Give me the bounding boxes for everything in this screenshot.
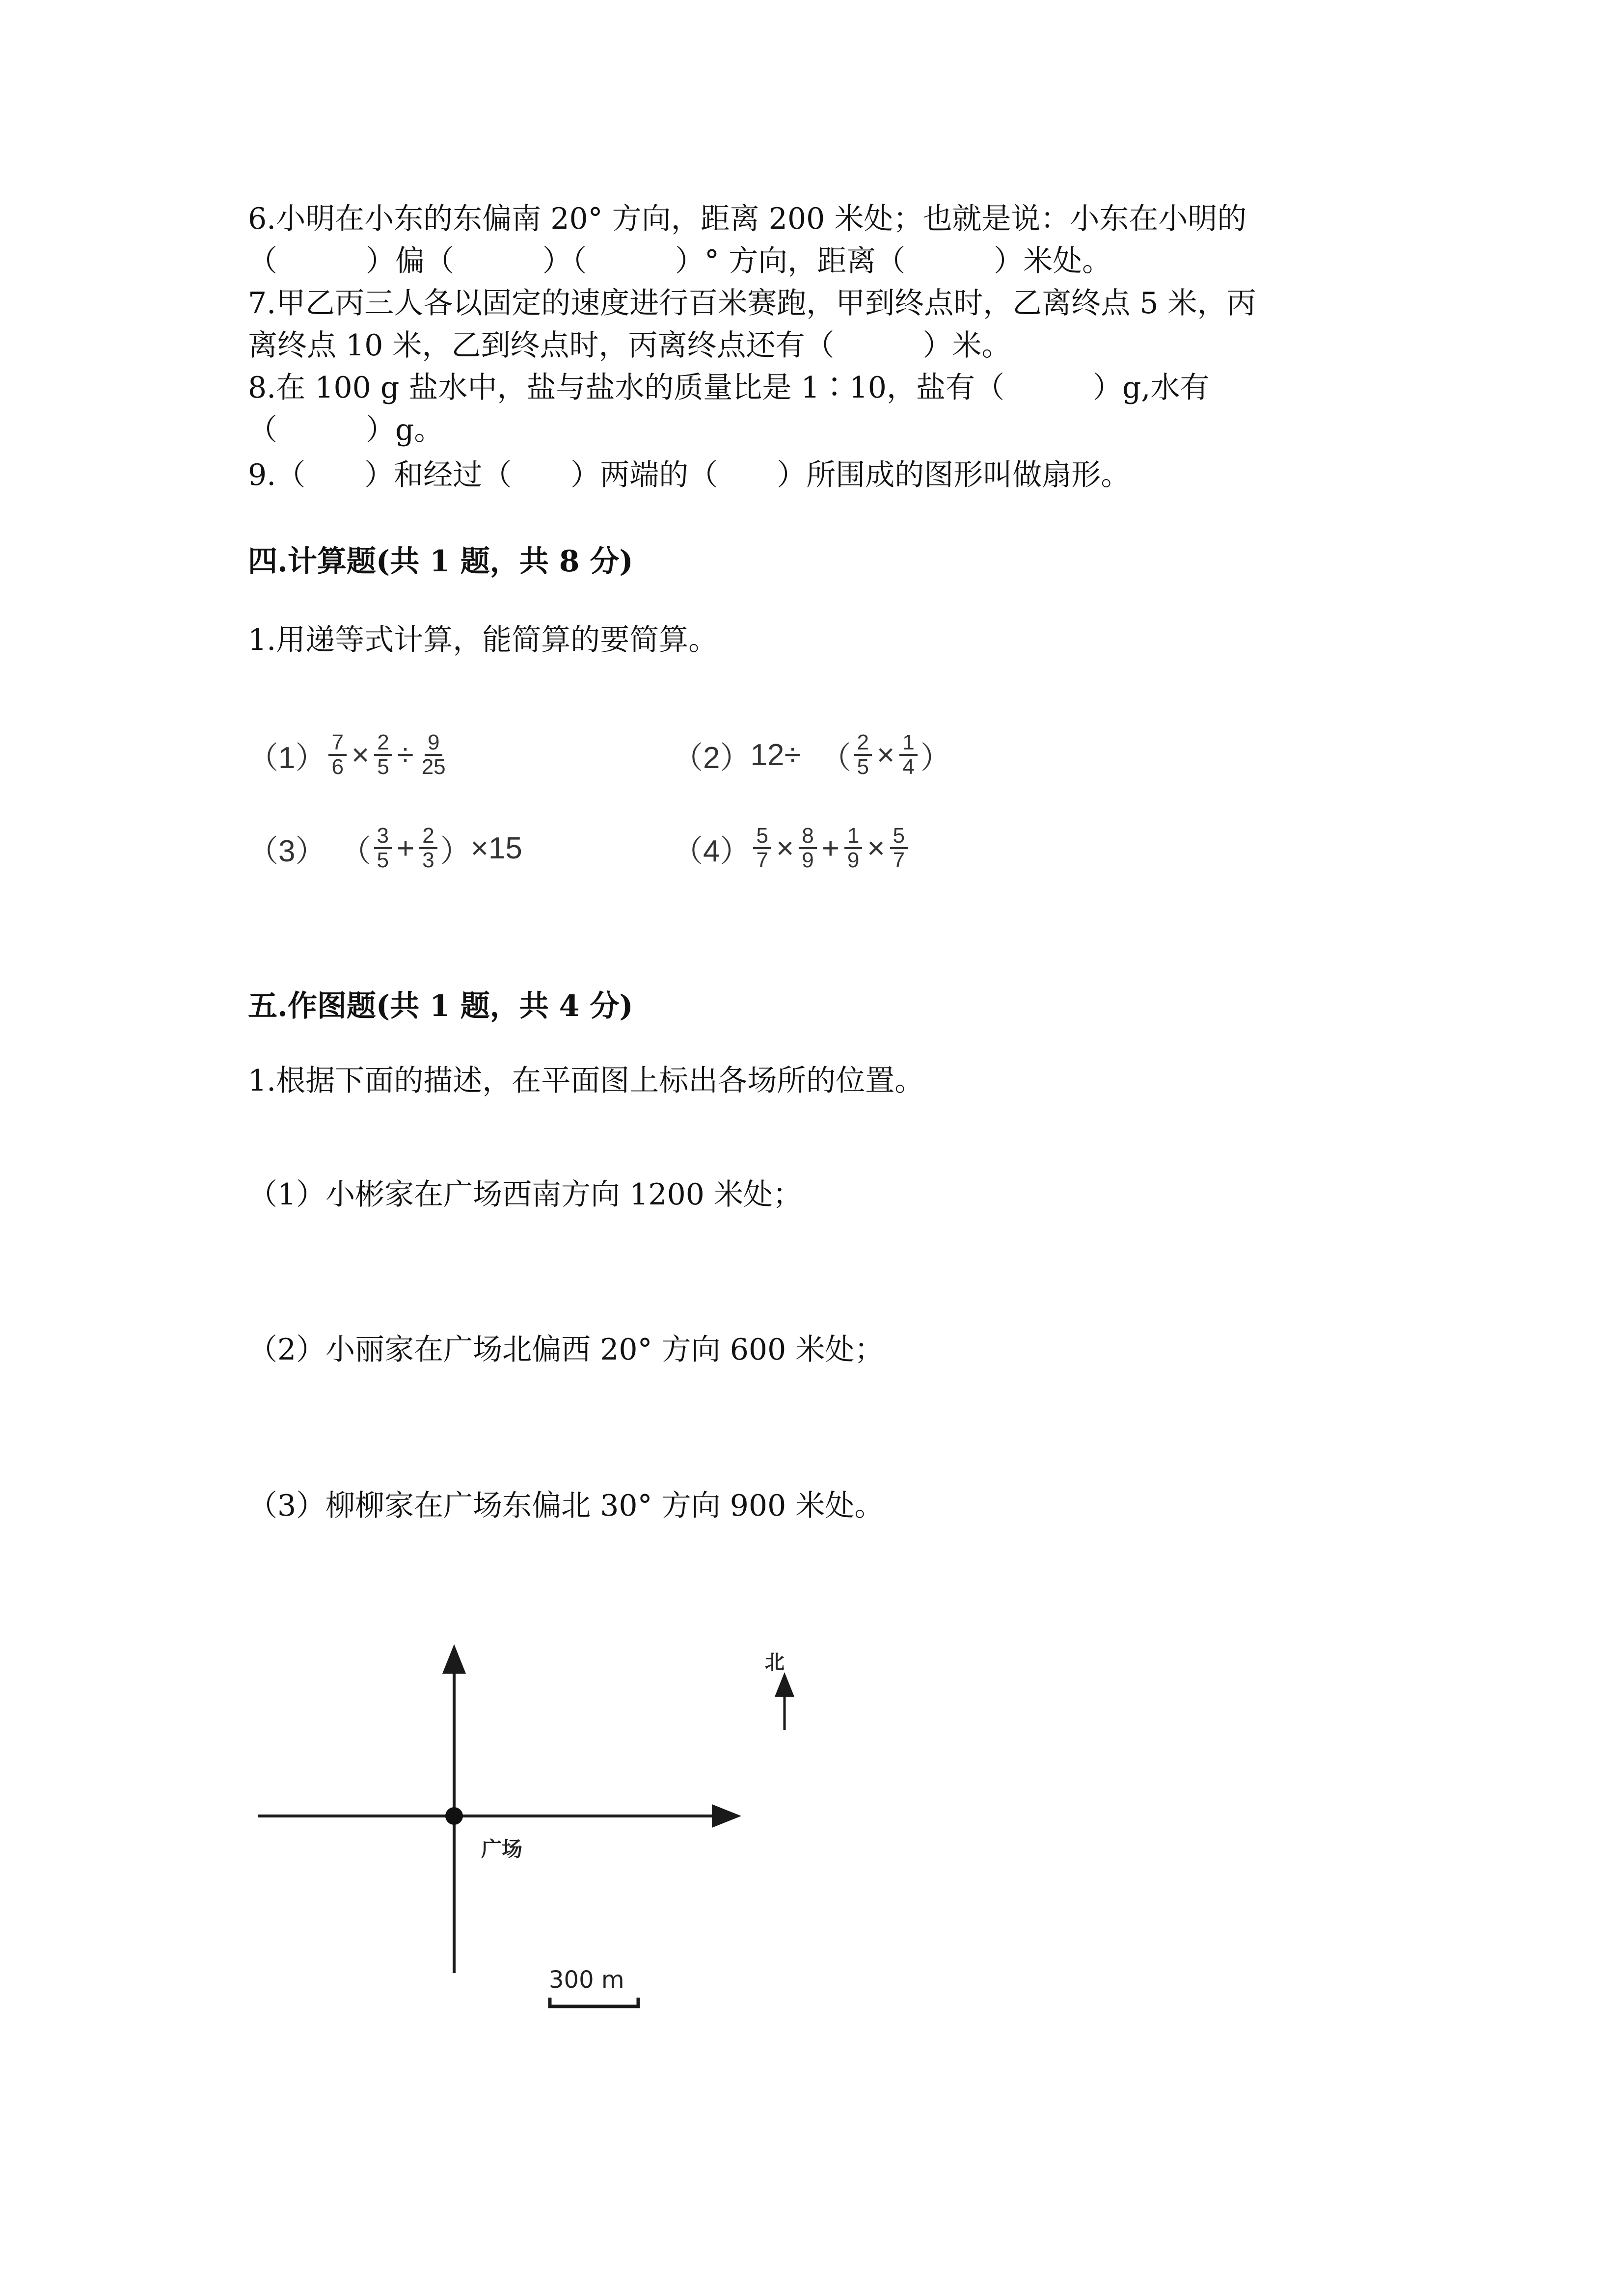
operator: × xyxy=(867,831,885,865)
q6-line2: （ ）偏（ ）（ ）° 方向，距离（ ）米处。 xyxy=(248,244,1112,278)
denominator: 5 xyxy=(377,848,389,873)
square-label: 广场 xyxy=(481,1837,523,1861)
q7-line2: 离终点 10 米，乙到终点时，丙离终点还有（ ）米。 xyxy=(248,328,1011,363)
numerator: 5 xyxy=(753,825,771,849)
numerator: 1 xyxy=(844,825,862,849)
denominator: 3 xyxy=(422,848,434,873)
left-paren: （ xyxy=(820,741,851,775)
section4-question: 1.用递等式计算，能简算的要简算。 xyxy=(248,623,718,657)
numerator: 2 xyxy=(854,731,872,756)
numerator: 1 xyxy=(899,731,917,756)
operator: ÷ xyxy=(397,738,414,772)
numerator: 8 xyxy=(799,825,816,849)
denominator: 9 xyxy=(847,848,860,873)
north-label: 北 xyxy=(765,1651,785,1674)
q6-line1: 6.小明在小东的东偏南 20° 方向，距离 200 米处；也就是说：小东在小明的 xyxy=(248,202,1247,236)
denominator: 5 xyxy=(857,755,869,779)
numerator: 9 xyxy=(425,731,442,756)
q8-line2: （ ）g。 xyxy=(248,413,444,447)
denominator: 25 xyxy=(421,755,446,779)
scale-bar xyxy=(550,1998,638,2006)
task-item-1: （1）小彬家在广场西南方向 1200 米处； xyxy=(248,1177,803,1212)
numerator: 7 xyxy=(328,731,346,756)
denominator: 7 xyxy=(756,848,768,873)
right-paren: ） xyxy=(440,834,471,868)
operator: × xyxy=(351,738,370,772)
numerator: 5 xyxy=(890,825,908,849)
q7-line1: 7.甲乙丙三人各以固定的速度进行百米赛跑，甲到终点时，乙离终点 5 米，丙 xyxy=(248,286,1256,320)
square-center-dot xyxy=(445,1807,463,1825)
numerator: 2 xyxy=(374,731,392,756)
expr-lead: 12÷ xyxy=(750,738,801,772)
denominator: 6 xyxy=(331,755,344,779)
operator: + xyxy=(821,831,839,865)
task-item-3: （3）柳柳家在广场东偏北 30° 方向 900 米处。 xyxy=(248,1489,884,1523)
numerator: 3 xyxy=(374,825,392,849)
right-paren: ） xyxy=(920,741,951,775)
expr-label: （3） xyxy=(248,834,326,868)
expr-label: （1） xyxy=(248,741,326,775)
section5-question: 1.根据下面的描述，在平面图上标出各场所的位置。 xyxy=(248,1064,924,1098)
left-paren: （ xyxy=(340,834,371,868)
section4-heading: 四.计算题(共 1 题，共 8 分) xyxy=(248,544,633,579)
operator: × xyxy=(776,831,794,865)
numerator: 2 xyxy=(419,825,437,849)
operator: + xyxy=(396,831,415,865)
section5-heading: 五.作图题(共 1 题，共 4 分) xyxy=(248,989,633,1023)
denominator: 9 xyxy=(802,848,814,873)
task-item-2: （2）小丽家在广场北偏西 20° 方向 600 米处； xyxy=(248,1333,884,1367)
q8-line1: 8.在 100 g 盐水中，盐与盐水的质量比是 1∶10，盐有（ ）g,水有 xyxy=(248,371,1210,405)
operator: × xyxy=(876,738,895,772)
denominator: 7 xyxy=(893,848,905,873)
q9-line1: 9.（ ）和经过（ ）两端的（ ）所围成的图形叫做扇形。 xyxy=(248,458,1131,492)
denominator: 5 xyxy=(377,755,389,779)
expr-label: （2） xyxy=(673,741,751,775)
scale-label: 300 m xyxy=(549,1966,624,1994)
denominator: 4 xyxy=(902,755,915,779)
expr-tail: ×15 xyxy=(470,831,522,865)
expr-label: （4） xyxy=(673,834,751,868)
